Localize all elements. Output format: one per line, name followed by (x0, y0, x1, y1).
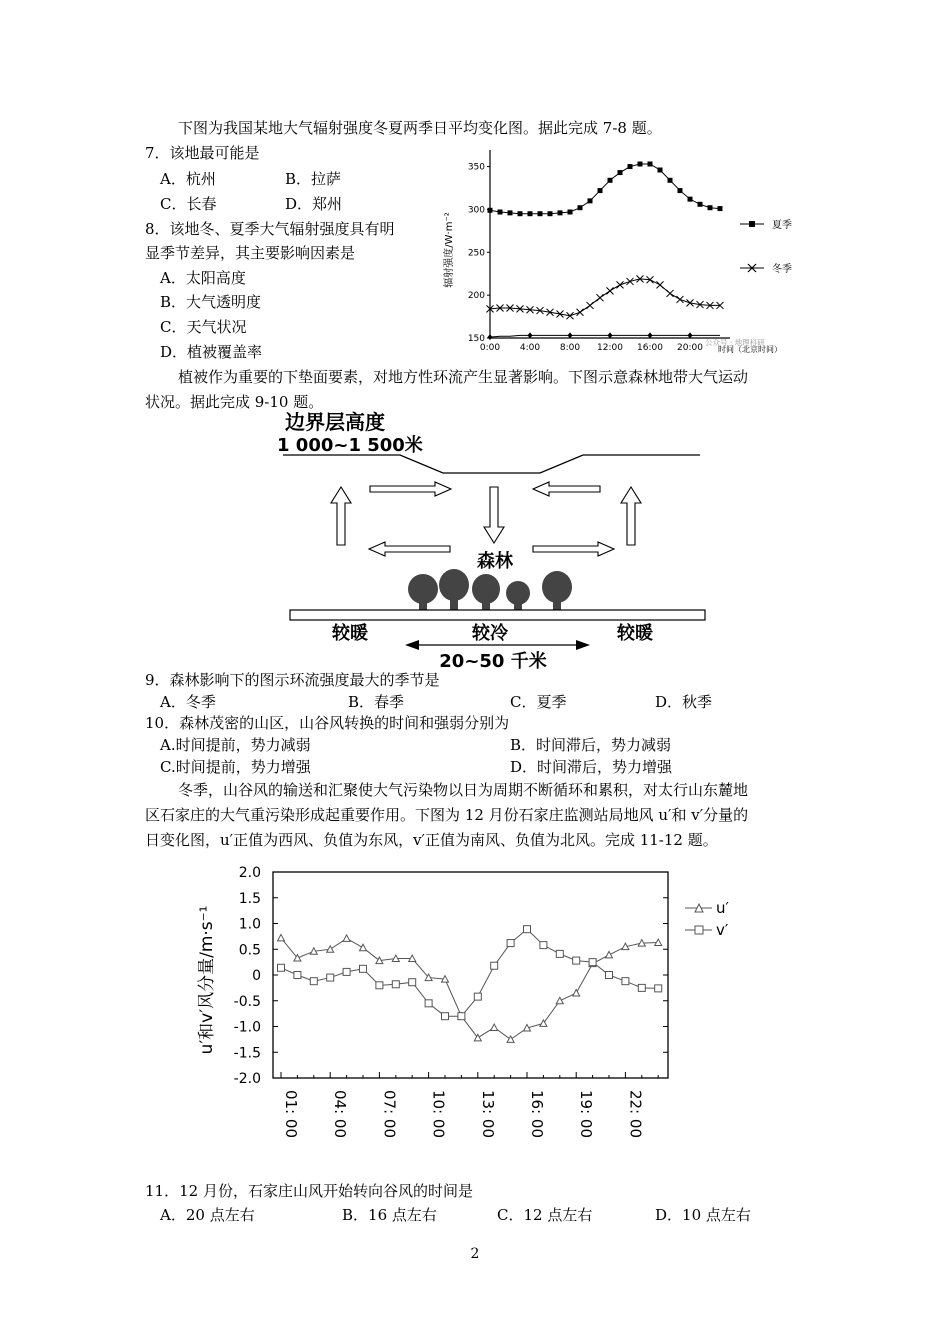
q10-stem: 10．森林茂密的山区，山谷风转换的时间和强弱分别为 (145, 714, 510, 732)
summer-point (638, 162, 643, 167)
summer-point (518, 211, 523, 216)
radiation-x-label: 时间（北京时间） (718, 345, 782, 354)
tree (408, 574, 438, 613)
wind-component-chart (190, 858, 750, 1158)
summer-point (558, 210, 563, 215)
wind-y-tick-label: -1.0 (233, 1019, 261, 1036)
radiation-x-tick-label: 12:00 (597, 343, 623, 353)
q10-option-c[interactable]: C.时间提前，势力增强 (160, 758, 311, 776)
radiation-y-tick-label: 200 (467, 291, 485, 302)
summer-point (588, 198, 593, 203)
radiation-line-0 (490, 164, 720, 214)
radiation-y-label: 辐射强度/W·m⁻² (444, 212, 455, 288)
summer-point (698, 202, 703, 207)
v-point (458, 1013, 465, 1020)
radiation-watermark: 公众号 · 地理科研 (705, 338, 765, 347)
v-point (278, 964, 285, 971)
u-point (556, 997, 563, 1004)
ground-surface (290, 610, 705, 620)
summer-point (708, 205, 713, 210)
radiation-x-tick-label: 20:00 (677, 343, 703, 353)
v-point (294, 972, 301, 979)
q9-option-c[interactable]: C．夏季 (510, 693, 567, 711)
intro-11-12-line3: 日变化图，u′正值为西风、负值为东风，v′正值为南风、负值为北风。完成 11-12 题。 (145, 831, 718, 849)
q7-option-b[interactable]: B．拉萨 (285, 170, 342, 188)
q11-option-c[interactable]: C．12 点左右 (497, 1206, 593, 1224)
summer-point (668, 178, 673, 183)
q10-option-b[interactable]: B．时间滞后，势力减弱 (510, 736, 672, 754)
wind-y-tick-label: -0.5 (233, 993, 261, 1010)
wind-y-tick-label: 0.5 (238, 942, 261, 959)
middle-cold-label: 较冷 (472, 623, 508, 644)
q7-option-d[interactable]: D．郑州 (285, 195, 343, 213)
radiation-legend (740, 218, 792, 275)
summer-point (678, 188, 683, 193)
summer-point (488, 208, 493, 213)
q8-option-a[interactable]: A．太阳高度 (160, 269, 246, 287)
v-point (442, 1013, 449, 1020)
summer-point (718, 206, 723, 211)
v-point (507, 940, 514, 947)
wind-line-1 (281, 929, 658, 1016)
u-point (278, 934, 285, 941)
forest-circulation-diagram (265, 405, 725, 673)
q10-option-a[interactable]: A.时间提前，势力减弱 (160, 736, 311, 754)
winter-point (677, 296, 684, 303)
wind-y-tick-label: 0 (252, 968, 261, 984)
q7-stem: 7．该地最可能是 (145, 144, 260, 162)
v-point (474, 993, 481, 1000)
radiation-x-tick-label: 0:00 (479, 343, 501, 353)
v-point (425, 1000, 432, 1007)
boundary-layer-line (283, 455, 700, 473)
tree (472, 574, 500, 613)
tree (542, 571, 572, 613)
v-point (606, 972, 613, 979)
intro-11-12-line2: 区石家庄的大气重污染形成起重要作用。下图为 12 月份石家庄监测站局地风 u′和 v′分量的 (145, 806, 749, 824)
u-point (573, 990, 580, 997)
u-point (360, 944, 367, 951)
wind-y-tick-label: -1.5 (233, 1045, 261, 1062)
v-point (392, 981, 399, 988)
v-point (360, 965, 367, 972)
q9-option-a[interactable]: A．冬季 (160, 693, 216, 711)
boundary-layer-height: 1 000~1 500米 (277, 435, 423, 456)
lower-right-arrow (533, 542, 614, 556)
radiation-y-ticks (468, 163, 490, 344)
v-point (491, 962, 498, 969)
wind-x-tick-label: 07: 00 (380, 1090, 399, 1138)
v-point (622, 978, 629, 985)
upper-right-arrow (533, 482, 600, 496)
intro-11-12-line1: 冬季，山谷风的输送和汇聚使大气污染物以日为周期不断循环和累积，对太行山东麓地 (178, 781, 749, 799)
baseline-point (488, 334, 493, 340)
q10-option-d[interactable]: D．时间滞后，势力增强 (510, 758, 673, 776)
v-point (540, 942, 547, 949)
left-updraft-arrow (331, 487, 351, 545)
radiation-x-ticks (480, 343, 703, 353)
summer-point (528, 211, 533, 216)
summer-point (538, 211, 543, 216)
wind-x-tick-label: 01: 00 (282, 1090, 300, 1138)
radiation-chart (440, 140, 820, 358)
summer-point (508, 210, 513, 215)
v-point (327, 974, 334, 981)
right-updraft-arrow (621, 487, 641, 545)
v-point (310, 978, 317, 985)
radiation-y-tick-label: 250 (467, 248, 485, 259)
q8-option-c[interactable]: C．天气状况 (160, 318, 247, 336)
lower-left-arrow (369, 542, 450, 556)
q7-option-c[interactable]: C．长春 (160, 195, 217, 213)
right-warm-label: 较暖 (617, 623, 653, 644)
tree (439, 569, 469, 613)
wind-x-tick-label: 10: 00 (429, 1090, 448, 1138)
q9-option-d[interactable]: D．秋季 (655, 693, 713, 711)
summer-point (608, 178, 613, 183)
distance-label: 20~50 千米 (439, 651, 547, 672)
forest-label: 森林 (477, 551, 513, 572)
q11-option-b[interactable]: B．16 点左右 (342, 1206, 437, 1224)
winter-point (587, 302, 594, 309)
q8-option-b[interactable]: B．大气透明度 (160, 293, 262, 311)
q11-stem: 11．12 月份，石家庄山风开始转向谷风的时间是 (145, 1182, 473, 1200)
wind-x-tick-label: 22: 00 (626, 1090, 645, 1138)
q8-stem-line2: 显季节差异，其主要影响因素是 (145, 244, 356, 262)
boundary-layer-title: 边界层高度 (285, 410, 385, 434)
summer-point (568, 210, 573, 215)
summer-point (618, 170, 623, 175)
wind-x-tick-label: 13: 00 (478, 1090, 497, 1138)
wind-x-tick-label: 04: 00 (331, 1090, 350, 1138)
v-point (343, 968, 350, 975)
legend-winter: 冬季 (772, 264, 792, 275)
legend-summer: 夏季 (772, 220, 792, 231)
wind-line-0 (281, 938, 658, 1039)
summer-point (598, 188, 603, 193)
q9-stem: 9．森林影响下的图示环流强度最大的季节是 (145, 671, 440, 689)
radiation-y-tick-label: 150 (467, 334, 485, 344)
radiation-y-tick-label: 300 (467, 205, 485, 216)
v-point (409, 979, 416, 986)
wind-y-tick-label: -2.0 (233, 1071, 261, 1087)
q7-option-a[interactable]: A．杭州 (160, 170, 216, 188)
summer-point (578, 205, 583, 210)
summer-point (628, 164, 633, 169)
upper-left-arrow (370, 482, 451, 496)
wind-x-tick-label: 16: 00 (528, 1090, 546, 1138)
forest-downdraft-arrow (484, 487, 504, 543)
winter-point (617, 281, 624, 288)
summer-point (658, 168, 663, 173)
legend-v: v′ (716, 921, 729, 939)
q8-stem-line1: 8．该地冬、夏季大气辐射强度具有明 (145, 220, 395, 238)
u-point (540, 1020, 547, 1027)
radiation-x-tick-label: 4:00 (519, 343, 541, 353)
v-point (655, 985, 662, 992)
summer-point (548, 211, 553, 216)
legend-u: u′ (716, 899, 729, 917)
v-point (638, 984, 645, 991)
u-point (507, 1036, 514, 1043)
wind-legend (685, 899, 730, 939)
radiation-y-tick-label: 350 (467, 162, 485, 173)
radiation-line-1 (490, 279, 720, 316)
u-point (606, 951, 613, 958)
u-point (343, 935, 350, 942)
wind-y-label: u′和v′风分量/m·s⁻¹ (197, 905, 217, 1055)
u-point (327, 946, 334, 953)
winter-point (627, 278, 634, 285)
v-point (573, 957, 580, 964)
v-point (556, 950, 563, 957)
winter-point (607, 287, 614, 294)
wind-y-tick-label: 1.5 (238, 890, 261, 907)
wind-x-ticks (281, 1072, 658, 1138)
winter-point (597, 294, 604, 301)
q11-option-a[interactable]: A．20 点左右 (160, 1206, 255, 1224)
q9-option-b[interactable]: B．春季 (348, 693, 405, 711)
q11-option-d[interactable]: D．10 点左右 (655, 1206, 751, 1224)
page-number: 2 (470, 1246, 480, 1262)
radiation-x-tick-label: 8:00 (559, 343, 581, 353)
q8-option-d[interactable]: D．植被覆盖率 (160, 343, 263, 361)
v-point (376, 982, 383, 989)
winter-point (577, 309, 584, 316)
summer-point (648, 162, 653, 167)
wind-series (278, 926, 662, 1043)
wind-y-tick-label: 1.0 (238, 916, 261, 933)
winter-point (657, 281, 664, 288)
summer-point (498, 210, 503, 215)
left-warm-label: 较暖 (332, 623, 368, 644)
summer-point (688, 197, 693, 202)
wind-y-tick-label: 2.0 (238, 865, 261, 881)
radiation-x-tick-label: 16:00 (637, 343, 663, 353)
wind-x-tick-label: 19: 00 (577, 1090, 596, 1138)
winter-point (667, 290, 674, 297)
u-point (491, 1024, 498, 1031)
v-point (589, 959, 596, 966)
intro-7-8: 下图为我国某地大气辐射强度冬夏两季日平均变化图。据此完成 7-8 题。 (178, 119, 662, 137)
radiation-line-2 (490, 335, 720, 337)
intro-9-10-line2: 状况。据此完成 9-10 题。 (145, 393, 324, 411)
forest-trees (408, 569, 572, 613)
tree (506, 581, 530, 613)
intro-9-10-line1: 植被作为重要的下垫面要素，对地方性环流产生显著影响。下图示意森林地带大气运动 (178, 368, 749, 386)
radiation-series (487, 162, 724, 341)
v-point (524, 926, 531, 933)
